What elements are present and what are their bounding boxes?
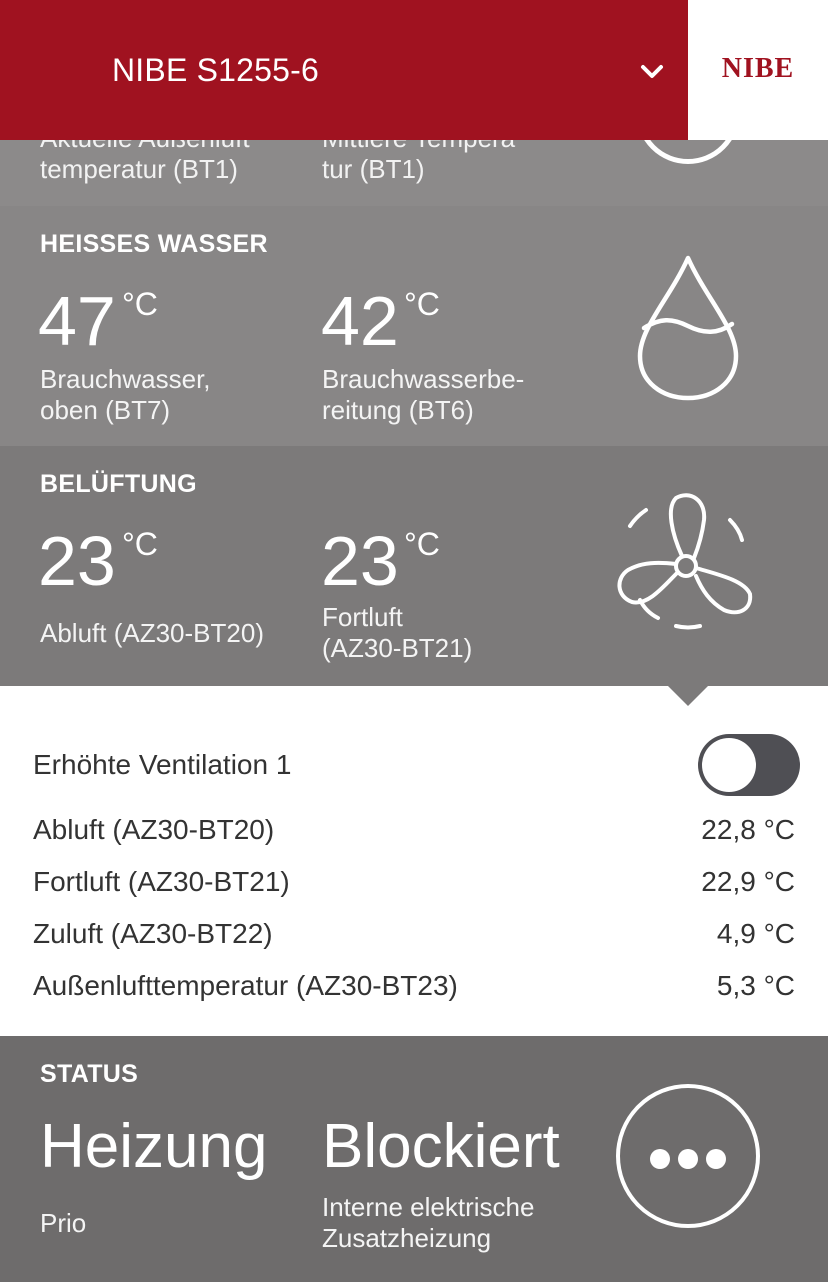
detail-row-extract [33, 862, 795, 902]
status-section[interactable] [0, 1036, 828, 1282]
outdoor-average-label-line2: tur (BT1) [322, 154, 425, 184]
status-priority-value: Heizung [40, 1112, 268, 1181]
detail-value: 4,9 °C [716, 918, 795, 949]
ventilation-details [0, 686, 828, 1036]
dot [650, 1149, 670, 1169]
status-title: STATUS [40, 1060, 139, 1088]
increased-ventilation-toggle[interactable] [698, 734, 800, 796]
increased-ventilation-label: Erhöhte Ventilation 1 [33, 749, 292, 780]
detail-row-outdoor-air [33, 966, 795, 1006]
ventilation-title: BELÜFTUNG [40, 470, 197, 498]
device-title: NIBE S1255-6 [112, 52, 319, 88]
outdoor-current-label-line2: temperatur (BT1) [40, 154, 238, 184]
hot-water-title: HEISSES WASSER [40, 230, 268, 258]
device-selector[interactable] [0, 0, 688, 140]
fan-icon [610, 490, 766, 640]
app-header [0, 0, 828, 140]
exhaust-air-label: Abluft (AZ30-BT20) [40, 618, 264, 648]
nibe-logo [688, 0, 828, 140]
detail-label: Fortluft (AZ30-BT21) [33, 866, 290, 897]
detail-label: Abluft (AZ30-BT20) [33, 814, 275, 845]
detail-label: Zuluft (AZ30-BT22) [33, 918, 273, 949]
status-priority-label: Prio [40, 1208, 87, 1238]
hot-water-top-unit: °C [122, 286, 158, 322]
extract-air-label-line1: Fortluft [322, 602, 403, 632]
extract-air-label-line2: (AZ30-BT21) [322, 633, 473, 663]
logo-text: NIBE [721, 53, 795, 84]
hot-water-section[interactable] [0, 206, 828, 446]
dot [706, 1149, 726, 1169]
status-blocked-label-line2: Zusatzheizung [322, 1223, 492, 1253]
detail-label: Außenlufttemperatur (AZ30-BT23) [33, 970, 458, 1001]
detail-row-exhaust [33, 810, 795, 850]
hot-water-charging-label-line2: reitung (BT6) [322, 395, 474, 425]
toggle-knob [702, 738, 756, 792]
detail-row-supply [33, 914, 795, 954]
extract-air-unit: °C [404, 526, 440, 562]
hot-water-top-label-line1: Brauchwasser, [40, 364, 211, 394]
detail-value: 22,9 °C [701, 866, 795, 897]
detail-value: 22,8 °C [701, 814, 795, 845]
water-drop-icon [630, 252, 746, 404]
status-blocked-label-line1: Interne elektrische [322, 1192, 535, 1222]
section-pointer [668, 686, 708, 706]
ventilation-section[interactable] [0, 446, 828, 686]
detail-value: 5,3 °C [716, 970, 795, 1001]
hot-water-top-value: 47 [38, 282, 116, 360]
exhaust-air-value: 23 [38, 522, 116, 600]
extract-air-value: 23 [321, 522, 399, 600]
exhaust-air-unit: °C [122, 526, 158, 562]
more-dots-icon[interactable] [616, 1084, 760, 1228]
dot [678, 1149, 698, 1169]
increased-ventilation-row [33, 745, 795, 785]
hot-water-top-label-line2: oben (BT7) [40, 395, 171, 425]
status-blocked-value: Blockiert [322, 1112, 560, 1181]
chevron-down-icon[interactable] [636, 56, 668, 88]
hot-water-charging-unit: °C [404, 286, 440, 322]
hot-water-charging-label-line1: Brauchwasserbe- [322, 364, 525, 394]
hot-water-charging-value: 42 [321, 282, 399, 360]
